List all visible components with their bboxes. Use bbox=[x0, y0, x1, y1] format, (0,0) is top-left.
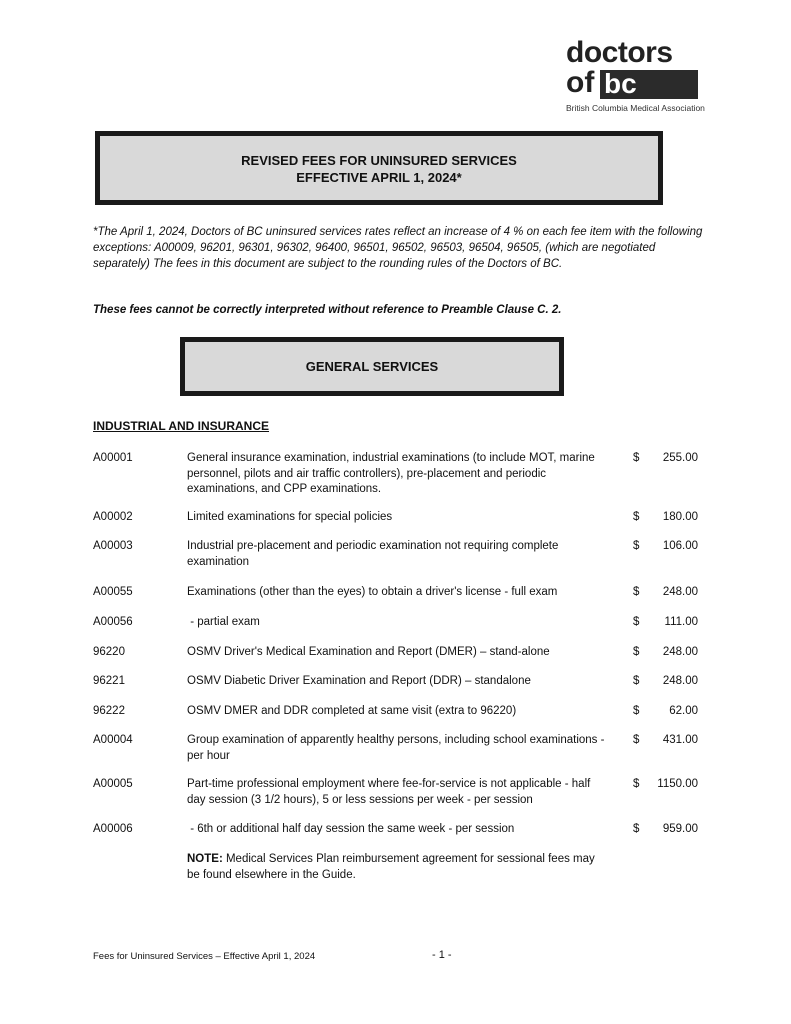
fee-currency: $ bbox=[633, 675, 640, 687]
general-services-box bbox=[180, 337, 564, 396]
note-text: Medical Services Plan reimbursement agreement for sessional fees may be found elsewhere in the Guide. bbox=[187, 853, 595, 881]
footer-document-title: Fees for Uninsured Services – Effective April 1, 2024 bbox=[93, 951, 316, 962]
logo-bc-block: bc bbox=[600, 70, 698, 99]
fee-currency: $ bbox=[633, 616, 640, 628]
fee-code: A00002 bbox=[93, 511, 133, 523]
fee-amount: 62.00 bbox=[669, 705, 698, 717]
fee-amount: 180.00 bbox=[662, 511, 698, 523]
fee-code: 96222 bbox=[93, 705, 125, 717]
document-title-line2: EFFECTIVE APRIL 1, 2024* bbox=[296, 170, 462, 185]
logo-subtitle: British Columbia Medical Association bbox=[566, 103, 705, 113]
fee-amount: 248.00 bbox=[662, 646, 698, 658]
fee-currency: $ bbox=[633, 778, 640, 790]
fee-code: A00004 bbox=[93, 734, 133, 746]
fee-code: A00005 bbox=[93, 778, 133, 790]
fee-description: OSMV Diabetic Driver Examination and Report (DDR) – standalone bbox=[187, 675, 531, 687]
fee-description: Limited examinations for special policies bbox=[187, 511, 393, 523]
fee-code: A00055 bbox=[93, 586, 133, 598]
document-title-box bbox=[95, 131, 663, 205]
fee-amount: 255.00 bbox=[662, 452, 698, 464]
fee-code: 96220 bbox=[93, 646, 125, 658]
fee-description: General insurance examination, industrial examinations (to include MOT, marine personnel, pilots and air traffic controllers), pre-placement and periodic examinations, and CPP examinations. bbox=[187, 452, 595, 496]
fee-amount: 111.00 bbox=[664, 616, 698, 628]
intro-paragraph: *The April 1, 2024, Doctors of BC uninsured services rates reflect an increase of 4 % on each fee item with the following exceptions: A00009, 96201, 96301, 96302, 96400, 96501, 96502, 96503, 96504, 96505, (which are negotiated separately) The fees in this document are subject to the rounding rules of the Doctors of BC. bbox=[93, 226, 703, 270]
fee-description: Industrial pre-placement and periodic examination not requiring complete examination bbox=[187, 540, 559, 568]
preamble-warning: These fees cannot be correctly interpreted without reference to Preamble Clause C. 2. bbox=[93, 304, 562, 316]
fee-currency: $ bbox=[633, 734, 640, 746]
footer-page-number: - 1 - bbox=[432, 949, 452, 961]
sessional-fees-note bbox=[187, 852, 607, 883]
fee-code: A00006 bbox=[93, 823, 133, 835]
fee-currency: $ bbox=[633, 586, 640, 598]
fee-amount: 106.00 bbox=[662, 540, 698, 552]
fee-description: - 6th or additional half day session the same week - per session bbox=[187, 823, 515, 835]
logo-of-text: of bbox=[566, 66, 595, 99]
fee-amount: 248.00 bbox=[662, 586, 698, 598]
note-label: NOTE: bbox=[187, 853, 223, 865]
fee-currency: $ bbox=[633, 511, 640, 523]
fee-amount: 431.00 bbox=[662, 734, 698, 746]
fee-amount: 959.00 bbox=[662, 823, 698, 835]
fee-description: Group examination of apparently healthy persons, including school examinations - per hour bbox=[187, 734, 605, 762]
document-title-line1: REVISED FEES FOR UNINSURED SERVICES bbox=[241, 153, 517, 168]
fee-description: - partial exam bbox=[187, 616, 260, 628]
fee-currency: $ bbox=[633, 646, 640, 658]
fee-currency: $ bbox=[633, 823, 640, 835]
fee-description: Part-time professional employment where fee-for-service is not applicable - half day session (3 1/2 hours), 5 or less sessions per week - per session bbox=[187, 778, 591, 806]
fee-description: OSMV Driver's Medical Examination and Report (DMER) – stand-alone bbox=[187, 646, 550, 658]
fee-code: 96221 bbox=[93, 675, 125, 687]
fee-code: A00003 bbox=[93, 540, 133, 552]
fee-description: Examinations (other than the eyes) to obtain a driver's license - full exam bbox=[187, 586, 558, 598]
fee-amount: 1150.00 bbox=[657, 778, 698, 790]
general-services-label: GENERAL SERVICES bbox=[305, 359, 439, 374]
fee-code: A00001 bbox=[93, 452, 133, 464]
section-heading: INDUSTRIAL AND INSURANCE bbox=[93, 419, 270, 433]
fee-currency: $ bbox=[633, 540, 640, 552]
fee-currency: $ bbox=[633, 452, 640, 464]
fee-currency: $ bbox=[633, 705, 640, 717]
fee-code: A00056 bbox=[93, 616, 133, 628]
fee-description: OSMV DMER and DDR completed at same visit (extra to 96220) bbox=[187, 705, 517, 717]
logo-doctors-text: doctors bbox=[566, 36, 673, 69]
fee-amount: 248.00 bbox=[662, 675, 698, 687]
